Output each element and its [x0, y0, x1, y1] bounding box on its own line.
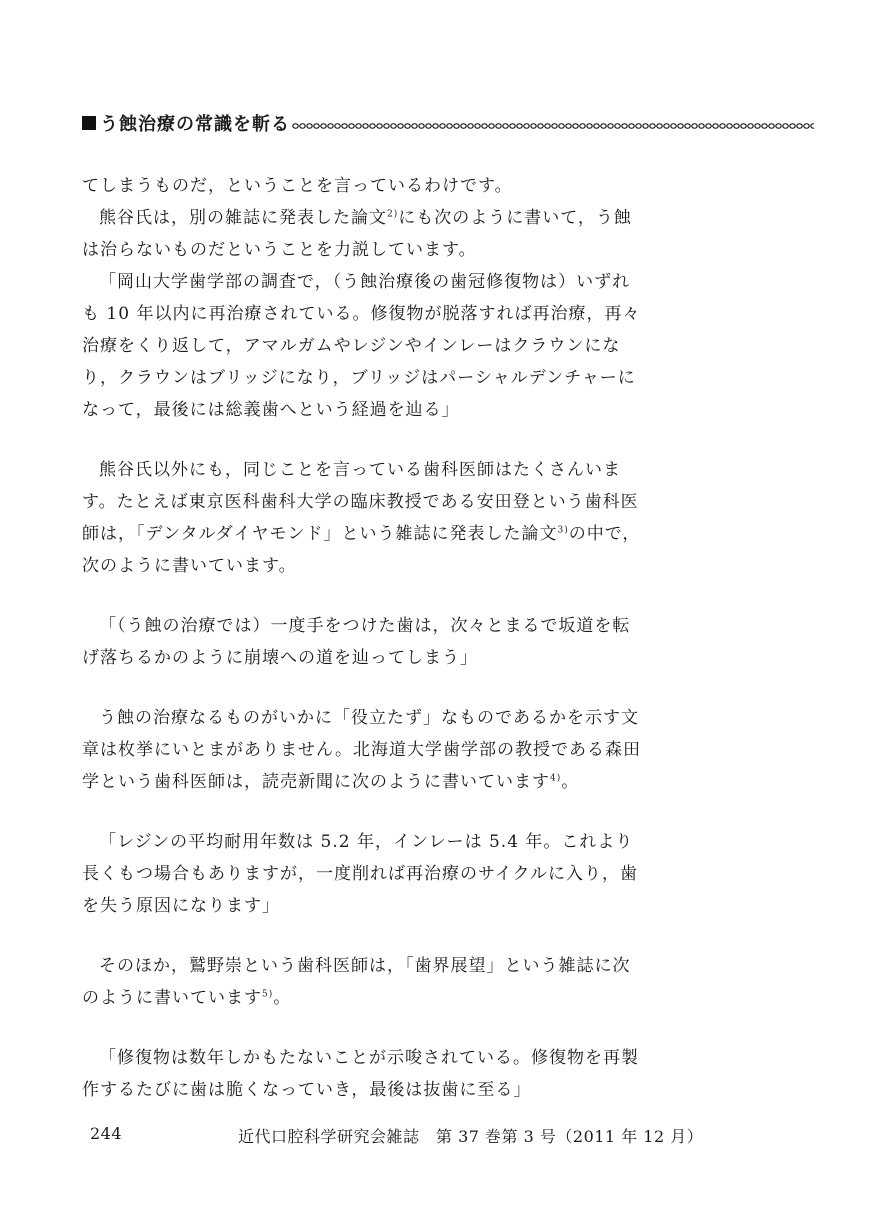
paragraph: う蝕の治療なるものがいかに「役立たず」なものであるかを示す文章は枚挙にいとまがありません。北海道大学歯学部の教授である森田学という歯科医師は，読売新聞に次のように書いています$^{4)}$。	[82, 708, 642, 792]
paragraph: てしまうものだ，ということを言っているわけです。	[82, 176, 513, 196]
quote-paragraph: 「岡山大学歯学部の調査で，（う蝕治療後の歯冠修復物は）いずれも 10 年以内に再治療されている。修復物が脱落すれば再治療，再々治療をくり返して，アマルガムやレジンやインレーはクラウンになり，クラウンはブリッジになり，ブリッジはパーシャルデンチャーになって，最後には総義歯へという経過を辿る」	[82, 272, 641, 420]
footnote-ref: 3)	[557, 525, 569, 536]
body-text	[82, 170, 642, 1106]
page-number: 244	[90, 1124, 123, 1143]
footnote-ref: 5)	[262, 989, 274, 1000]
footnote-ref: 2)	[387, 209, 399, 220]
journal-citation: 近代口腔科学研究会雑誌 第 37 巻第 3 号（2011 年 12 月）	[238, 1127, 704, 1146]
quote-paragraph: 「修復物は数年しかもたないことが示唆されている。修復物を再製作するたびに歯は脆くなっていき，最後は抜歯に至る」	[82, 1048, 639, 1100]
square-bullet-icon	[82, 116, 96, 130]
wavy-rule-decoration	[292, 121, 814, 131]
footnote-ref: 4)	[550, 773, 562, 784]
paragraph: 熊谷氏以外にも，同じことを言っている歯科医師はたくさんいます。たとえば東京医科歯科大学の臨床教授である安田登という歯科医師は，「デンタルダイヤモンド」という雑誌に発表した論文$^{3)}$の中で，次のように書いています。	[82, 460, 641, 576]
quote-paragraph: 「（う蝕の治療では）一度手をつけた歯は，次々とまるで坂道を転げ落ちるかのように崩壊への道を辿ってしまう」	[82, 616, 631, 668]
quote-paragraph: 「レジンの平均耐用年数は 5.2 年，インレーは 5.4 年。これより長くもつ場合もありますが，一度削れば再治療のサイクルに入り，歯を失う原因になります」	[82, 832, 638, 916]
paragraph: そのほか，鷲野崇という歯科医師は，「歯界展望」という雑誌に次のように書いています$^{5)}$。	[82, 956, 631, 1008]
section-title: う蝕治療の常識を斬る	[100, 114, 290, 135]
section-header	[82, 110, 290, 136]
paragraph: 熊谷氏は，別の雑誌に発表した論文$^{2)}$にも次のように書いて，う蝕は治らないものだということを力説しています。	[82, 208, 632, 260]
